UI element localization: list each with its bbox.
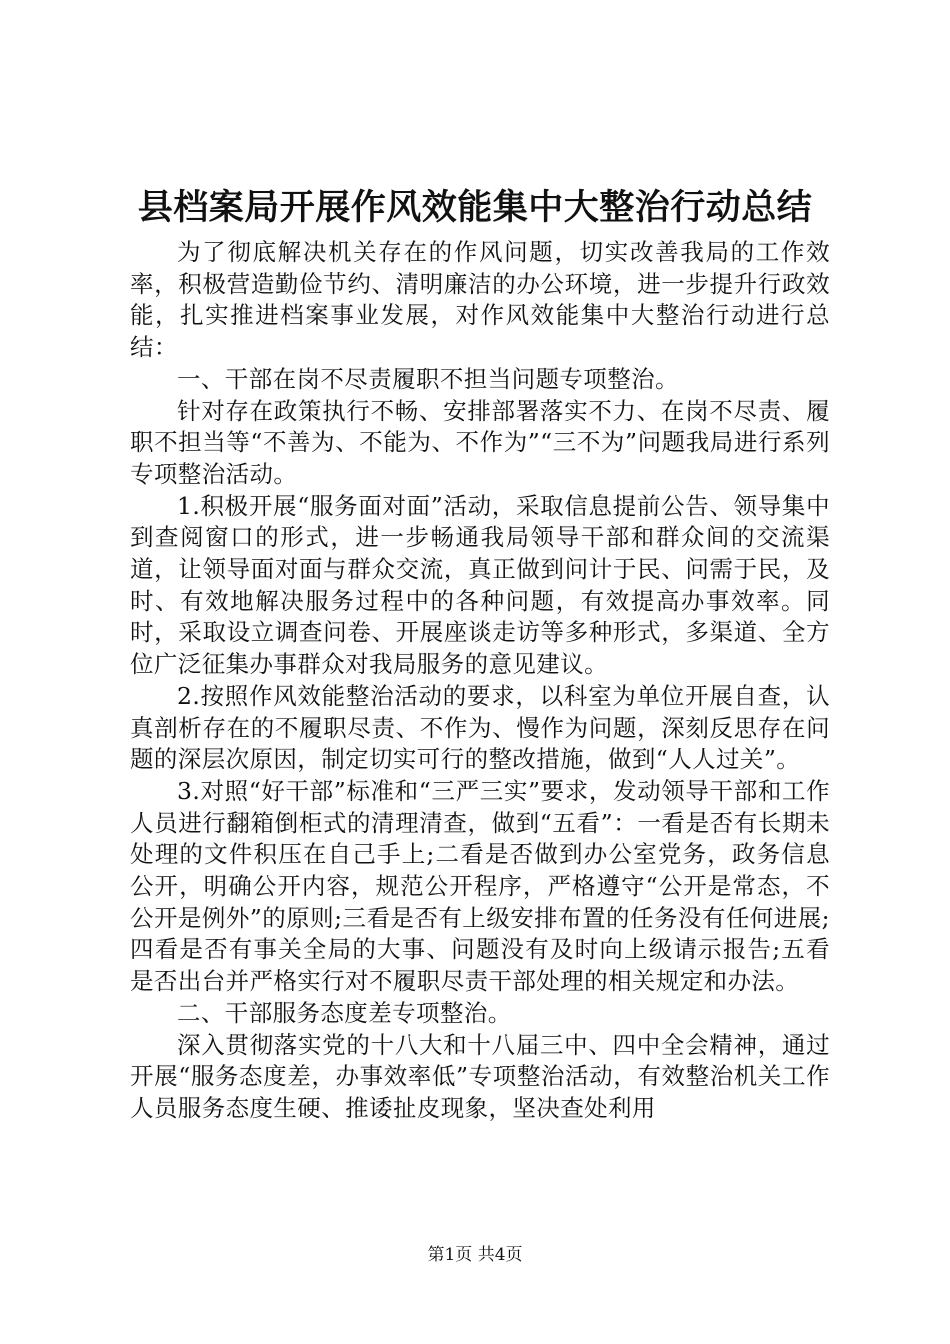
document-title: 县档案局开展作风效能集中大整治行动总结 [137,188,813,228]
document-body [130,237,830,1125]
section-heading-2: 二、干部服务态度差专项整治。 [177,998,512,1027]
paragraph-section-1-intro: 针对存在政策执行不畅、安排部署落实不力、在岗不尽责、履职不担当等“不善为、不能为、不作为”“三不为”问题我局进行系列专项整治活动。 [130,396,830,488]
paragraph-item-2: 2.按照作风效能整治活动的要求，以科室为单位开展自查，认真剖析存在的不履职尽责、不作为、慢作为问题，深刻反思存在问题的深层次原因，制定切实可行的整改措施，做到“人人过关”。 [130,681,830,774]
paragraph-section-2-intro: 深入贯彻落实党的十八大和十八届三中、四中全会精神，通过开展“服务态度差，办事效率低”专项整治活动，有效整治机关工作人员服务态度生硬、推诿扯皮现象，坚决查处利用 [130,1030,830,1122]
paragraph-item-1: 1.积极开展“服务面对面”活动，采取信息提前公告、领导集中到查阅窗口的形式，进一步畅通我局领导干部和群众间的交流渠道，让领导面对面与群众交流，真正做到问计于民、问需于民，及时、有效地解决服务过程中的各种问题，有效提高办事效率。同时，采取设立调查问卷、开展座谈走访等多种形式，多渠道、全方位广泛征集办事群众对我局服务的意见建议。 [130,491,830,679]
page-number-footer: 第1页 共4页 [427,1245,523,1265]
paragraph-item-3: 3.对照“好干部”标准和“三严三实”要求，发动领导干部和工作人员进行翻箱倒柜式的清理清查，做到“五看”：一看是否有长期未处理的文件积压在自己手上;二看是否做到办公室党务，政务信息公开，明确公开内容，规范公开程序，严格遵守“公开是常态，不公开是例外”的原则;三看是否有上级安排布置的任务没有任何进展;四看是否有事关全局的大事、问题没有及时向上级请示报告;五看是否出台并严格实行对不履职尽责干部处理的相关规定和办法。 [130,776,830,996]
paragraph-intro: 为了彻底解决机关存在的作风问题，切实改善我局的工作效率，积极营造勤俭节约、清明廉洁的办公环境，进一步提升行政效能，扎实推进档案事业发展，对作风效能集中大整治行动进行总结： [130,238,830,362]
section-heading-1: 一、干部在岗不尽责履职不担当问题专项整治。 [177,364,679,393]
